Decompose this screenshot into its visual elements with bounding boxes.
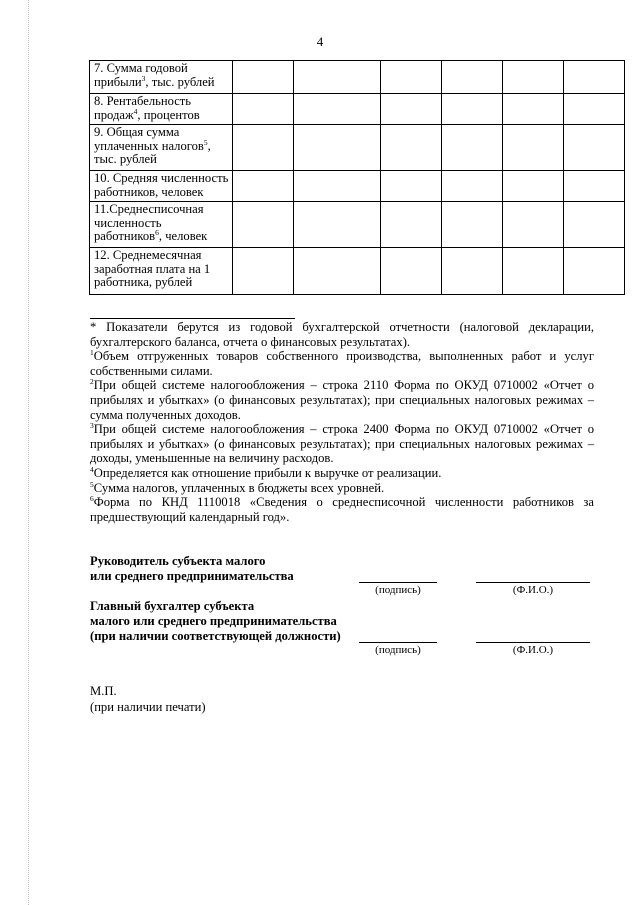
row-label	[90, 61, 233, 94]
table-cell	[233, 125, 294, 171]
table-cell	[381, 248, 442, 295]
indicators-table	[89, 60, 625, 295]
accountant-signature-line	[359, 642, 437, 643]
table-row	[90, 125, 625, 171]
left-margin-dots	[28, 0, 29, 905]
head-signature-caption: (подпись)	[375, 584, 421, 596]
table-cell	[294, 61, 381, 94]
footnotes	[90, 320, 594, 524]
row-label-text: 7. Сумма годовой прибыли	[94, 61, 188, 89]
footnote-number: 6	[90, 494, 94, 504]
accountant-label-line-3: (при наличии соответствующей должности)	[90, 629, 341, 644]
table-cell	[381, 171, 442, 202]
row-label	[90, 202, 233, 248]
table-cell	[381, 61, 442, 94]
accountant-label-line-1: Главный бухгалтер субъекта	[90, 599, 255, 613]
accountant-label-line-2: малого или среднего предпринимательства	[90, 614, 337, 629]
head-signature-line	[359, 582, 437, 583]
footnote-text: При общей системе налогообложения – строка 2110 Форма по ОКУД 0710002 «Отчет о прибылях и убытках» (о финансовых результатах); при специальных налоговых режимах – сумма полученных доходов.	[90, 378, 594, 422]
footnote-number: 2	[90, 377, 94, 387]
footnote-number: 4	[90, 464, 94, 474]
row-label-text: 11.Среднесписочная численность работников	[94, 202, 204, 244]
table-cell	[442, 61, 503, 94]
table-cell	[233, 248, 294, 295]
row-label-unit: , тыс. рублей	[94, 138, 211, 167]
accountant-name-line	[476, 642, 590, 643]
table-cell	[442, 125, 503, 171]
head-name-line	[476, 582, 590, 583]
footnote-text: * Показатели берутся из годовой бухгалтерской отчетности (налоговой декларации, бухгалтерского баланса, отчета о финансовых результатах).	[90, 320, 594, 349]
row-label-text: 12. Среднемесячная заработная плата на 1 работника, рублей	[94, 248, 211, 290]
table-cell	[294, 171, 381, 202]
table-cell	[564, 125, 625, 171]
row-label	[90, 125, 233, 171]
footnote-separator	[90, 318, 295, 319]
table-cell	[564, 94, 625, 125]
table-cell	[503, 94, 564, 125]
footnote	[90, 495, 594, 524]
footnote-number: 3	[90, 421, 94, 431]
footnote	[90, 422, 594, 466]
table-cell	[442, 202, 503, 248]
row-label-unit: , процентов	[137, 107, 200, 122]
table-row	[90, 202, 625, 248]
footnote-text: Сумма налогов, уплаченных в бюджеты всех уровней.	[93, 480, 385, 495]
table-cell	[503, 248, 564, 295]
footnote	[90, 481, 594, 496]
row-label	[90, 94, 233, 125]
table-cell	[381, 94, 442, 125]
table-cell	[442, 171, 503, 202]
table-row	[90, 94, 625, 125]
head-name-caption: (Ф.И.О.)	[512, 584, 554, 596]
footnote	[90, 466, 594, 481]
table-cell	[564, 171, 625, 202]
table-cell	[233, 202, 294, 248]
row-label-text: 9. Общая сумма уплаченных налогов	[94, 125, 204, 153]
footnote	[90, 378, 594, 422]
table-cell	[233, 94, 294, 125]
footnote-text: Форма по КНД 1110018 «Сведения о среднесписочной численности работников за предшествующий календарный год».	[90, 495, 594, 524]
footnote-mark: 4	[133, 106, 138, 116]
row-label-text: 10. Средняя численность работников, человек	[94, 171, 229, 199]
table-cell	[442, 94, 503, 125]
footnote-text: При общей системе налогообложения – строка 2400 Форма по ОКУД 0710002 «Отчет о прибылях и убытках» (о финансовых результатах); при специальных налоговых режимах – доходы, уменьшенные на величину расходов.	[90, 422, 594, 466]
footnote-text: Объем отгруженных товаров собственного производства, выполненных работ и услуг собственными силами.	[90, 349, 594, 378]
table-cell	[294, 125, 381, 171]
table-cell	[294, 94, 381, 125]
row-label	[90, 248, 233, 295]
accountant-signature-label	[90, 599, 341, 645]
table-row	[90, 248, 625, 295]
accountant-signature-caption: (подпись)	[375, 644, 421, 656]
table-cell	[294, 202, 381, 248]
table-cell	[503, 171, 564, 202]
table-cell	[294, 248, 381, 295]
footnote	[90, 320, 594, 349]
stamp-note: (при наличии печати)	[90, 699, 206, 714]
footnote-number: 5	[90, 479, 94, 489]
table-cell	[564, 202, 625, 248]
footnote-mark: 5	[203, 137, 208, 147]
table-cell	[442, 248, 503, 295]
head-label-line-2: или среднего предпринимательства	[90, 569, 294, 584]
table-cell	[233, 61, 294, 94]
footnote-mark: 6	[155, 228, 159, 238]
table-cell	[233, 171, 294, 202]
table-cell	[503, 202, 564, 248]
table-row	[90, 61, 625, 94]
footnote	[90, 349, 594, 378]
accountant-name-caption: (Ф.И.О.)	[512, 644, 554, 656]
page-number: 4	[316, 34, 324, 49]
head-signature-label	[90, 554, 294, 584]
stamp-label: М.П.	[90, 684, 117, 698]
footnote-mark: 3	[141, 73, 146, 83]
table-cell	[564, 248, 625, 295]
footnote-number: 1	[90, 348, 94, 358]
table-cell	[503, 61, 564, 94]
table-cell	[381, 202, 442, 248]
row-label-unit: , человек	[158, 229, 208, 244]
row-label-unit: , тыс. рублей	[145, 74, 215, 89]
head-label-line-1: Руководитель субъекта малого	[90, 554, 266, 568]
stamp-block	[90, 684, 206, 715]
table-cell	[564, 61, 625, 94]
row-label-text: 8. Рентабельность продаж	[94, 94, 192, 122]
table-cell	[381, 125, 442, 171]
table-row	[90, 171, 625, 202]
table-cell	[503, 125, 564, 171]
row-label	[90, 171, 233, 202]
footnote-text: Определяется как отношение прибыли к выручке от реализации.	[93, 465, 442, 480]
